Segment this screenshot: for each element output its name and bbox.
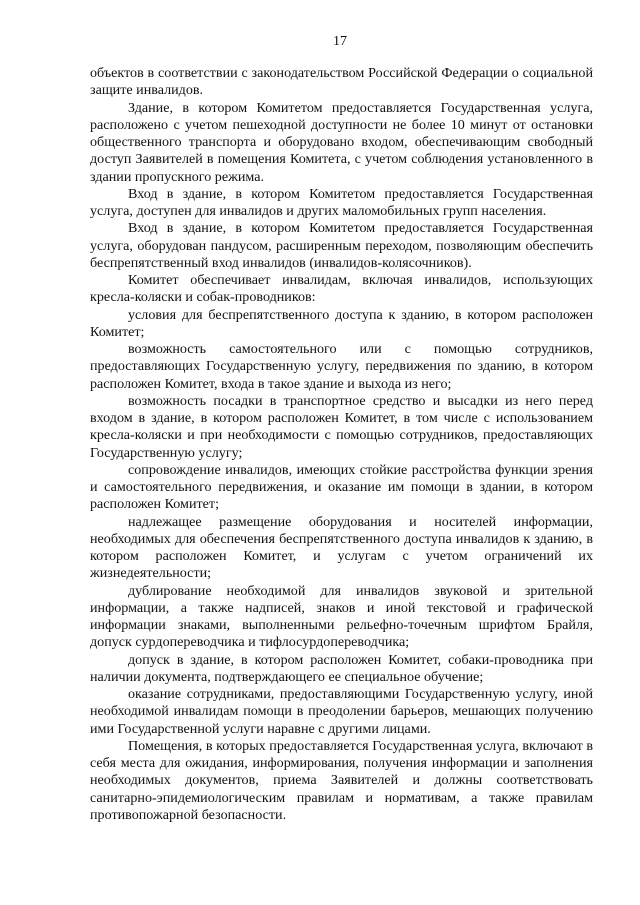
page-number: 17 [333, 34, 347, 49]
list-item-escort: сопровождение инвалидов, имеющих стойкие расстройства функции зрения и самостоятельного передвижения, и оказание им помощи в здании, в котором расположен Комитет; [90, 461, 593, 513]
paragraph-entrance-accessible: Вход в здание, в котором Комитетом предоставляется Государственная услуга, доступен для инвалидов и других маломобильных групп населения. [90, 185, 593, 219]
paragraph-committee-provides: Комитет обеспечивает инвалидам, включая инвалидов, использующих кресла-коляски и собак-проводников: [90, 272, 593, 306]
paragraph-building-location: Здание, в котором Комитетом предоставляется Государственная услуга, расположено с учетом пешеходной доступности не более 10 минут от остановки общественного транспорта и оборудовано входом, обеспечивающим свободный доступ Заявителей в помещения Комитета, с учетом соблюдения установленного в здании пропускного режима. [90, 99, 593, 185]
list-item-staff-assistance: оказание сотрудниками, предоставляющими Государственную услугу, иной необходимой инвалидам помощи в преодолении барьеров, мешающих получению ими Государственной услуги наравне с другими лицами. [90, 686, 593, 737]
list-item-guide-dog-admission: допуск в здание, в котором расположен Комитет, собаки-проводника при наличии документа, подтверждающего ее специальное обучение; [90, 651, 593, 685]
paragraph-entrance-ramp: Вход в здание, в котором Комитетом предоставляется Государственная услуга, оборудован пандусом, расширенным переходом, позволяющим обеспечить беспрепятственный вход инвалидов (инвалидов-колясочников). [90, 220, 593, 271]
paragraph-continuation: объектов в соответствии с законодательством Российской Федерации о социальной защите инвалидов. [90, 65, 593, 99]
paragraph-premises: Помещения, в которых предоставляется Государственная услуга, включают в себя места для ожидания, информирования, получения информации и заполнения необходимых документов, приема Заявителей и должны соответствовать санитарно-эпидемиологическим правилам и нормативам, а также правилам противопожарной безопасности. [90, 737, 593, 823]
document-body [90, 65, 593, 824]
list-item-information-duplication: дублирование необходимой для инвалидов звуковой и зрительной информации, а также надписей, знаков и иной текстовой и графической информации знаками, выполненными рельефно-точечным шрифтом Брайля, допуск сурдопереводчика и тифлосурдопереводчика; [90, 582, 593, 651]
list-item-equipment-placement: надлежащее размещение оборудования и носителей информации, необходимых для обеспечения беспрепятственного доступа инвалидов к зданию, в котором расположен Комитет, и услугам с учетом ограничений их жизнедеятельности; [90, 513, 593, 582]
list-item-transport-boarding: возможность посадки в транспортное средство и высадки из него перед входом в здание, в котором расположен Комитет, в том числе с использованием кресла-коляски и при необходимости с помощью сотрудников, предоставляющих Государственную услугу; [90, 392, 593, 461]
list-item-unobstructed-access: условия для беспрепятственного доступа к зданию, в котором расположен Комитет; [90, 306, 593, 340]
list-item-independent-movement: возможность самостоятельного или с помощью сотрудников, предоставляющих Государственную услугу, передвижения по зданию, в котором расположен Комитет, входа в такое здание и выхода из него; [90, 341, 593, 392]
